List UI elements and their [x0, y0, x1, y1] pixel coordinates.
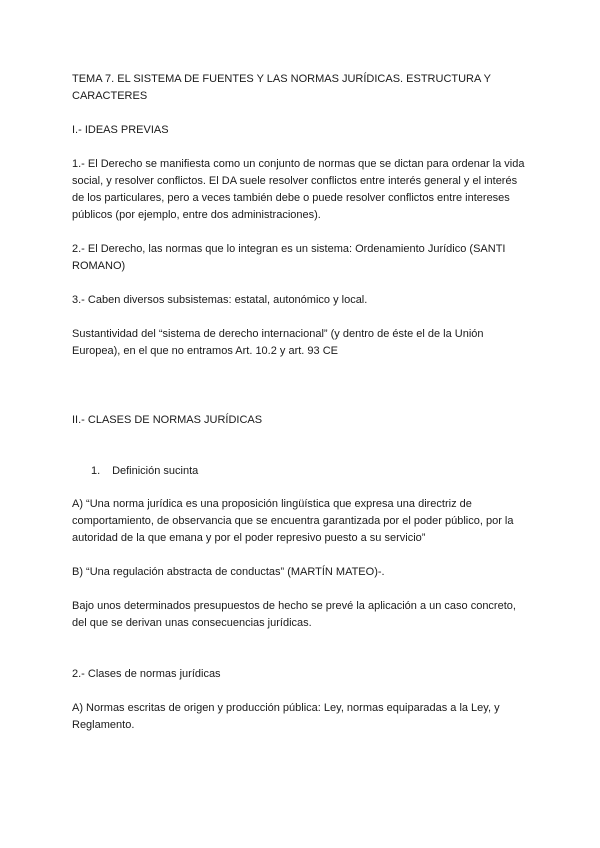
paragraph-2: 2.- El Derecho, las normas que lo integran es un sistema: Ordenamiento Jurídico (SANTI ROMANO)	[72, 243, 506, 272]
section-heading-ideas-previas: I.- IDEAS PREVIAS	[72, 124, 169, 136]
subheading-clases-normas: 2.- Clases de normas jurídicas	[72, 668, 221, 680]
numbered-item-number: 1.	[91, 465, 101, 477]
numbered-item-1	[91, 463, 511, 480]
paragraph-c: Bajo unos determinados presupuestos de hecho se prevé la aplicación a un caso concreto, del que se derivan unas consecuencias jurídicas.	[72, 600, 516, 629]
section-heading-clases-normas: II.- CLASES DE NORMAS JURÍDICAS	[72, 414, 263, 426]
paragraph-4: Sustantividad del “sistema de derecho internacional” (y dentro de éste el de la Unión Europea), en el que no entramos Art. 10.2 y art. 93 CE	[72, 328, 484, 357]
numbered-item-label: Definición sucinta	[112, 465, 199, 477]
paragraph-a: A) “Una norma jurídica es una proposición lingüística que expresa una directriz de comportamiento, de observancia que se encuentra garantizada por el poder público, por la autoridad de la que emana y por el poder represivo puesto a su servicio”	[72, 498, 514, 544]
paragraph-3: 3.- Caben diversos subsistemas: estatal, autonómico y local.	[72, 294, 368, 306]
document-title: TEMA 7. EL SISTEMA DE FUENTES Y LAS NORMAS JURÍDICAS. ESTRUCTURA Y CARACTERES	[72, 73, 491, 102]
paragraph-1: 1.- El Derecho se manifiesta como un conjunto de normas que se dictan para ordenar la vida social, y resolver conflictos. El DA suele resolver conflictos entre interés general y el interés de los particulares, pero a veces también debe o puede resolver conflictos entre intereses públicos (por ejemplo, entre dos administraciones).	[72, 158, 525, 221]
paragraph-b: B) “Una regulación abstracta de conductas” (MARTÍN MATEO)-.	[72, 566, 385, 578]
paragraph-d: A) Normas escritas de origen y producción pública: Ley, normas equiparadas a la Ley, y Reglamento.	[72, 702, 500, 731]
